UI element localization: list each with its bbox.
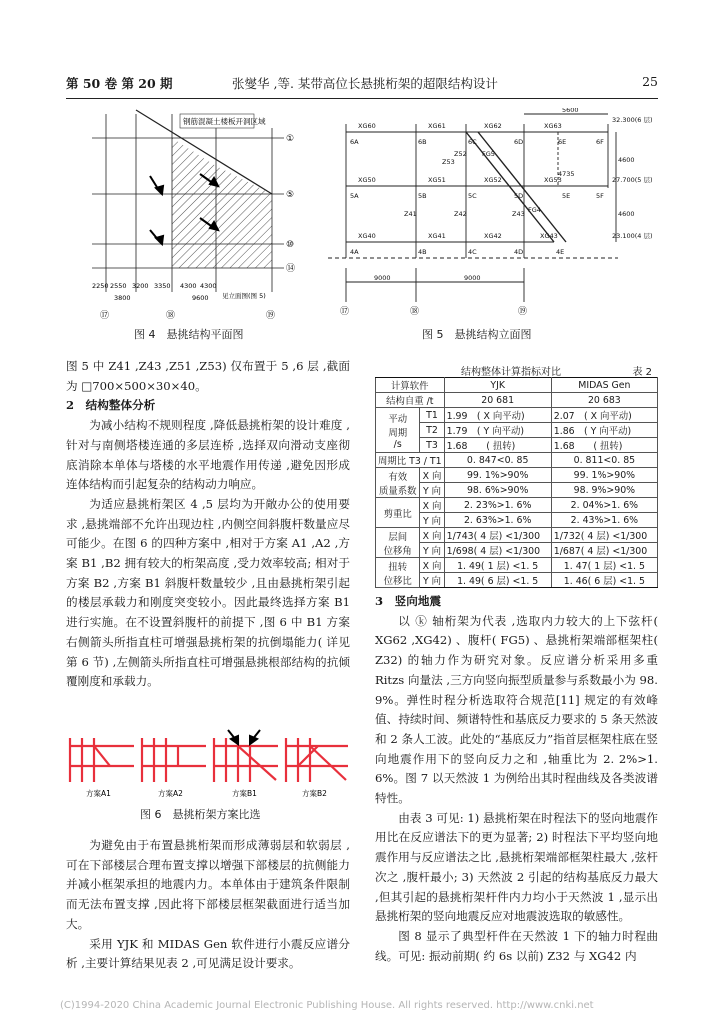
joint-6d: 6D [514, 138, 524, 146]
col-z53: Z53 [442, 158, 455, 166]
joint-5d: 5D [514, 192, 524, 200]
table-row [376, 393, 658, 408]
period-label-line: 平动 [388, 413, 408, 425]
table-cell: 2. 43%>1. 6% [551, 513, 657, 528]
joint-5a: 5A [350, 192, 359, 200]
section-2-heading: 2 结构整体分析 [66, 398, 156, 413]
grid-17: ⑰ [100, 311, 110, 321]
dim-2250: 2250 [92, 282, 109, 290]
figure-4-plan [84, 108, 310, 324]
table-cell: X 向 [420, 528, 444, 543]
top-dim: 5600 [562, 108, 579, 114]
left-column-bottom [66, 836, 350, 974]
paragraph: 图 8 显示了典型杆件在天然波 1 下的轴力时程曲线。可见: 振动前期( 约 6s 以前) Z32 与 XG42 内 [375, 928, 658, 963]
figure-6-caption: 图 6 悬挑桁架方案比选 [140, 808, 261, 821]
chord-xg41: XG41 [428, 232, 446, 240]
chord-xg53: XG53 [544, 176, 562, 184]
section-3-heading: 3 竖向地震 [375, 594, 442, 608]
dim-4735: 4735 [558, 170, 575, 178]
table-cell: X 向 [420, 498, 444, 513]
table-cell [376, 408, 420, 453]
table-cell: 1.86 ( Y 向平动) [551, 423, 657, 438]
joint-6f: 6F [596, 138, 604, 146]
dim-3800: 3800 [114, 294, 131, 302]
chord-xg50: XG50 [358, 176, 376, 184]
drift-label-line: 位移角 [383, 545, 412, 557]
diag-fg5: FG5 [482, 150, 495, 158]
table-cell: T1 [420, 408, 444, 423]
copyright-watermark: (C)1994-2020 China Academic Journal Electronic Publishing House. All rights reserved. http://www.cnki.net [60, 1000, 594, 1011]
elev-4: 23.100(4 层) [612, 232, 653, 240]
right-column [375, 592, 658, 966]
table-cell: 2. 23%>1. 6% [444, 498, 551, 513]
dim-9600: 9600 [192, 294, 209, 302]
joint-4a: 4A [350, 248, 359, 256]
joint-4d: 4D [514, 248, 524, 256]
dim-3200: 3200 [132, 282, 149, 290]
joint-6a: 6A [350, 138, 359, 146]
figure-4-caption: 图 4 悬挑结构平面图 [134, 328, 244, 341]
scheme-b2: 方案B2 [302, 789, 327, 798]
table-cell: 2. 04%>1. 6% [551, 498, 657, 513]
table-cell: 剪重比 [376, 498, 420, 528]
paragraph: 以 ⓚ 轴桁架为代表 ,选取内力较大的上下弦杆( XG62 ,XG42) 、腹杆( FG5) 、悬挑桁架端部框架柱( Z32) 的轴力作为研究对象。反应谱分析采用多重 Ritzs 向量法 ,三方向竖向振型质量参与系数最小为 98. 9%。弹性时程分析选取符合规范[11] 规定的有效峰值、持续时间、频谱特性和基底反力要求的 5 条天然波和 2 条人工波。此处的“基底反力”指首层框架柱底在竖向地震作用下的竖向反力之和 ,轴重比为 2. 2%>1. 6%。图 7 以天然波 1 为例给出其时程曲线及各类波谱特性。 [375, 613, 658, 806]
table-cell: Y 向 [420, 543, 444, 558]
bottom-dim-1: 9000 [374, 274, 391, 282]
axis-5: ⑤ [286, 190, 295, 200]
axis-14: ⑭ [286, 264, 296, 274]
table-cell: 1/732( 4 层) <1/300 [551, 528, 657, 543]
table-row [376, 408, 658, 423]
table-title-text: 结构整体计算指标对比 [461, 367, 561, 378]
table-cell: 1/698( 4 层) <1/300 [444, 543, 551, 558]
col-z42: Z42 [454, 210, 467, 218]
table-cell: 98. 6%>90% [444, 483, 551, 498]
table-cell: 1. 49( 1 层) <1. 5 [444, 558, 551, 573]
period-label-line: /s [393, 438, 402, 450]
figure-6-schemes [66, 728, 350, 802]
paragraph: 为适应悬挑桁架区 4 ,5 层均为开敞办公的使用要求 ,悬挑端部不允许出现边柱 ,内侧空间斜腹杆数量应尽可能少。在图 6 的四种方案中 ,相对于方案 A1 ,A2 ,方案 B1 ,B2 拥有较大的桁架高度 ,受力效率较高; 相对于方案 B2 ,方案 B1 斜腹杆数量较少 ,且由悬挑桁架引起的楼层承载力和刚度突变较小。因此最终选择方案 B1 进行实施。在不设置斜腹杆的前提下 ,图 6 中 B1 方案右侧箭头所指直柱可增强悬挑桁架的抗倒塌能力( 详见第 6 节) ,左侧箭头所指直柱可增强悬挑根部结构的抗倾覆刚度和承载力。 [66, 496, 350, 689]
grid-17: ⑰ [340, 307, 350, 317]
table-cell: 1/743( 4 层) <1/300 [444, 528, 551, 543]
table-cell: 周期比 T3 / T1 [376, 453, 445, 468]
table-cell: 1.68 ( 扭转) [551, 438, 657, 453]
dim-4300b: 4300 [200, 282, 217, 290]
table-row [376, 468, 658, 483]
right-dim-2: 4600 [618, 210, 635, 218]
table-cell: 计算软件 [376, 378, 445, 393]
chord-xg62: XG62 [484, 122, 502, 130]
chord-xg63: XG63 [544, 122, 562, 130]
article-running-title: 张燮华 ,等. 某带高位长悬挑桁架的超限结构设计 [232, 76, 498, 91]
table-cell: T3 [420, 438, 444, 453]
chord-xg40: XG40 [358, 232, 376, 240]
table-cell: 1/687( 4 层) <1/300 [551, 543, 657, 558]
col-z41: Z41 [404, 210, 417, 218]
table-cell: 0. 847<0. 85 [444, 453, 551, 468]
running-header [66, 74, 658, 92]
grid-19: ⑲ [518, 307, 528, 317]
joint-5b: 5B [418, 192, 427, 200]
table-number: 表 2 [632, 367, 652, 378]
torsion-label-line: 位移比 [383, 575, 412, 587]
table-cell: 20 683 [551, 393, 657, 408]
table-cell: 2.07 ( X 向平动) [551, 408, 657, 423]
table-cell: T2 [420, 423, 444, 438]
drift-label-line: 层间 [388, 531, 408, 543]
joint-4e: 4E [556, 248, 565, 256]
table-cell: 99. 1%>90% [444, 468, 551, 483]
paragraph: 图 5 中 Z41 ,Z43 ,Z51 ,Z53) 仅布置于 5 ,6 层 ,截面为 □700×500×30×40。 [66, 359, 350, 393]
elev-5: 27.700(5 层) [612, 176, 653, 184]
left-column [66, 357, 350, 692]
section-note: 见立面图(图 5) [222, 292, 266, 300]
joint-5f: 5F [596, 192, 604, 200]
dim-2550: 2550 [110, 282, 127, 290]
chord-xg43: XG43 [540, 232, 558, 240]
table-row [376, 558, 658, 573]
mass-label-line: 有效 [388, 471, 408, 483]
paragraph: 由表 3 可见: 1) 悬挑桁架在时程法下的竖向地震作用比在反应谱法下的更为显著; 2) 时程法下平均竖向地震作用与反应谱法之比 ,悬挑桁架端部框架柱最大 ,弦杆次之 ,腹杆最小; 3) 天然波 2 引起的结构基底反力最大 ,但其引起的悬挑桁架杆件内力均小于天然波 1 ,显示出悬挑桁架的竖向地震反应对地震波选取的敏感性。 [375, 810, 658, 924]
axis-10: ⑩ [286, 240, 295, 250]
table-2 [375, 377, 658, 588]
chord-xg52: XG52 [484, 176, 502, 184]
page-number: 25 [642, 74, 658, 89]
table-cell: MIDAS Gen [551, 378, 657, 393]
table-cell: 结构自重 /t [376, 393, 445, 408]
table-cell: Y 向 [420, 573, 444, 588]
table-cell [376, 468, 420, 498]
right-dim-1: 4600 [618, 156, 635, 164]
chord-xg61: XG61 [428, 122, 446, 130]
joint-4b: 4B [418, 248, 427, 256]
table-cell: X 向 [420, 558, 444, 573]
table-cell: 99. 1%>90% [551, 468, 657, 483]
table-cell: 98. 9%>90% [551, 483, 657, 498]
table-cell: 1. 47( 1 层) <1. 5 [551, 558, 657, 573]
table-cell: YJK [444, 378, 551, 393]
header-rule [66, 98, 658, 99]
period-label-line: 周期 [388, 427, 408, 439]
figure-5-elevation [318, 108, 662, 318]
table-row [376, 528, 658, 543]
dim-4300a: 4300 [180, 282, 197, 290]
table-cell: 1. 46( 6 层) <1. 5 [551, 573, 657, 588]
table-cell [376, 558, 420, 588]
diag-fg4: FG4 [528, 206, 541, 214]
table-row [376, 453, 658, 468]
table-row [376, 498, 658, 513]
torsion-label-line: 扭转 [388, 561, 408, 573]
joint-6c: 6C [468, 138, 477, 146]
table-cell: 1. 49( 6 层) <1. 5 [444, 573, 551, 588]
table-cell: 20 681 [444, 393, 551, 408]
chord-xg42: XG42 [484, 232, 502, 240]
grid-19: ⑲ [266, 311, 276, 321]
table-cell: 1.79 ( Y 向平动) [444, 423, 551, 438]
joint-5e: 5E [562, 192, 571, 200]
scheme-a2: 方案A2 [158, 789, 183, 798]
grid-18: ⑱ [410, 307, 420, 317]
bottom-dim-2: 9000 [464, 274, 481, 282]
joint-6b: 6B [418, 138, 427, 146]
figure-5-caption: 图 5 悬挑结构立面图 [422, 328, 532, 341]
table-cell: Y 向 [420, 483, 444, 498]
scheme-a1: 方案A1 [86, 789, 111, 798]
col-z52: Z52 [454, 150, 467, 158]
table-row [376, 378, 658, 393]
table-cell: 1.68 ( 扭转) [444, 438, 551, 453]
table-cell: 0. 811<0. 85 [551, 453, 657, 468]
dim-3350: 3350 [154, 282, 171, 290]
paragraph: 为避免由于布置悬挑桁架而形成薄弱层和软弱层 ,可在下部楼层合理布置支撑以增强下部楼层的抗侧能力并减小框架承担的地震内力。本单体由于建筑条件限制而无法布置支撑 ,因此将下部楼层框架截面进行适当加大。 [66, 838, 350, 931]
table-cell: Y 向 [420, 513, 444, 528]
table-cell: 1.99 ( X 向平动) [444, 408, 551, 423]
grid-18: ⑱ [166, 311, 176, 321]
legend-text: 钢筋混凝土楼板开洞区域 [183, 117, 266, 126]
paragraph: 为减小结构不规则程度 ,降低悬挑桁架的设计难度 ,针对与南侧塔楼连通的多层连桥 ,选择双向滑动支座彻底消除本单体与塔楼的水平地震作用传递 ,避免因形成连体结构而引起复杂的结构动力响应。 [66, 418, 350, 492]
chord-xg51: XG51 [428, 176, 446, 184]
joint-5c: 5C [468, 192, 477, 200]
axis-1: ① [286, 134, 295, 144]
paragraph: 采用 YJK 和 MIDAS Gen 软件进行小震反应谱分析 ,主要计算结果见表 2 ,可见满足设计要求。 [66, 936, 350, 971]
journal-volume: 第 50 卷 第 20 期 [66, 76, 173, 91]
scheme-b1: 方案B1 [232, 789, 257, 798]
table-cell: X 向 [420, 468, 444, 483]
table-cell [376, 528, 420, 558]
elev-6: 32.300(6 层) [612, 116, 653, 124]
mass-label-line: 质量系数 [378, 485, 417, 497]
chord-xg60: XG60 [358, 122, 376, 130]
col-z43: Z43 [512, 210, 525, 218]
joint-6e: 6E [558, 138, 567, 146]
table-cell: 2. 63%>1. 6% [444, 513, 551, 528]
joint-4c: 4C [468, 248, 477, 256]
